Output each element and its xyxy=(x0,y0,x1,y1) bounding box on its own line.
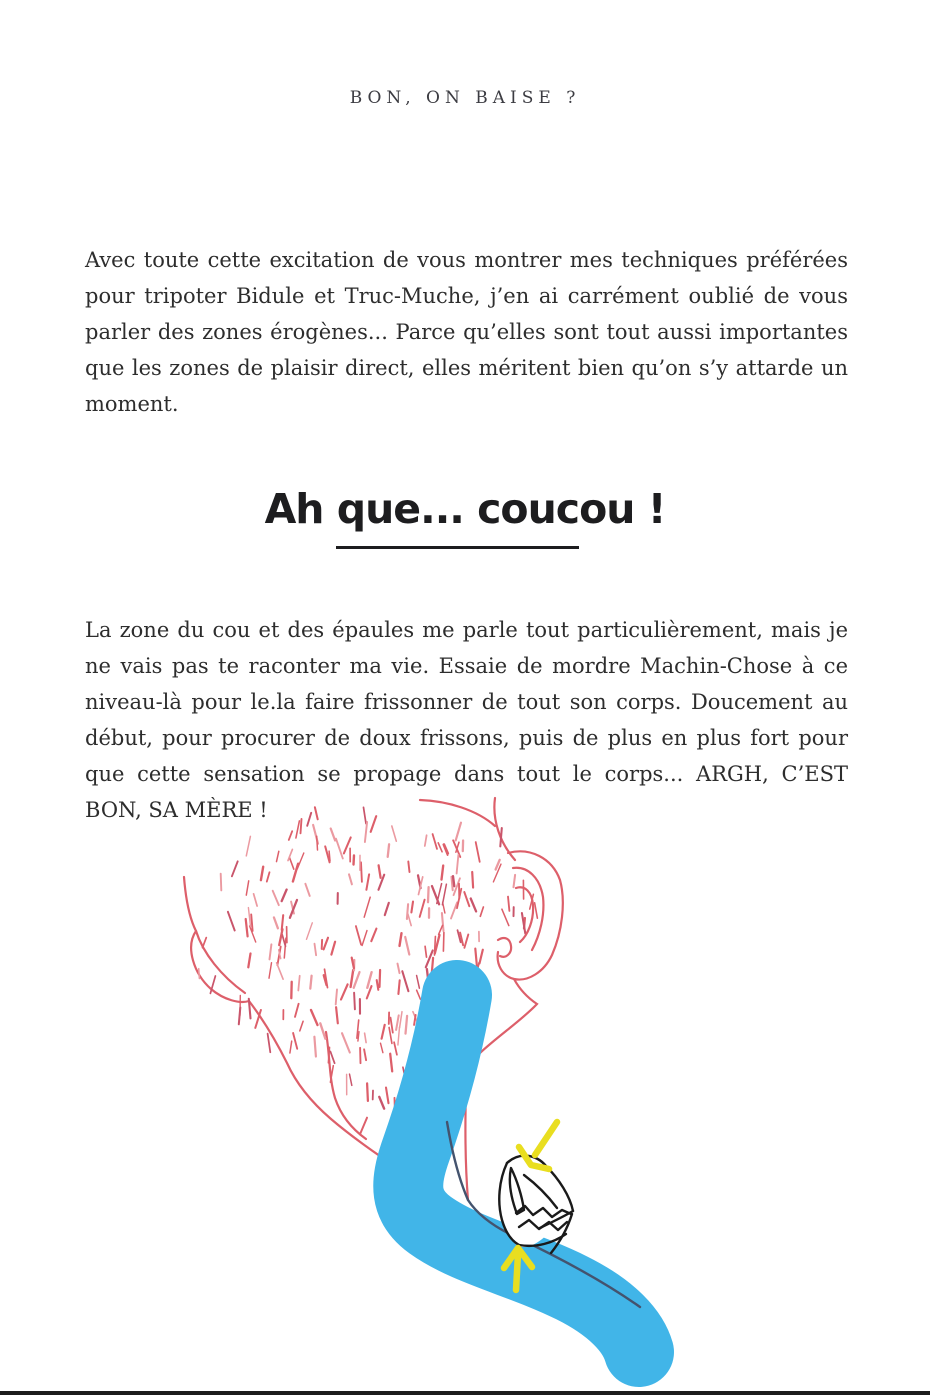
body-paragraph-1: Avec toute cette excitation de vous montrer mes techniques préférées pour tripoter Bidule et Truc-Muche, j’en ai carrément oublié de vous parler des zones érogènes... Parce qu’elles sont tout aussi importantes que les zones de plaisir direct, elles méritent bien qu’on s’y attarde un moment. xyxy=(85,248,848,416)
heading-divider-line xyxy=(336,546,579,549)
neck-bite-illustration xyxy=(0,790,930,1391)
running-header: BON, ON BAISE ? xyxy=(349,88,581,108)
illustration-figure xyxy=(0,790,930,1391)
page-bottom-edge xyxy=(0,1391,930,1395)
ear-sketch xyxy=(498,851,563,979)
hair-dashes xyxy=(199,807,538,1134)
mouth-ink-drawing xyxy=(499,1156,575,1253)
section-heading: Ah que... coucou ! xyxy=(264,485,666,534)
body-paragraph-2: La zone du cou et des épaules me parle tout particulièrement, mais je ne vais pas te raconter ma vie. Essaie de mordre Machin-Chose à ce niveau-là pour le.la faire frissonner de tout son corps. Doucement au début, pour procurer de doux frissons, puis de plus en plus fort pour que cette sensation se propage dans tout le corps... ARGH, C’EST BON, SA MÈRE ! xyxy=(85,618,848,822)
